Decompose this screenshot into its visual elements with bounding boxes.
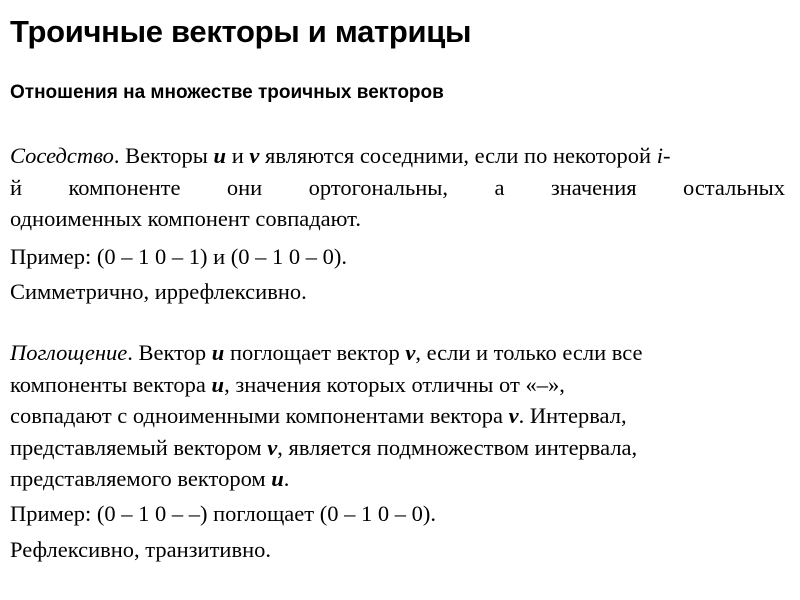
absorption-line-2 bbox=[10, 369, 785, 401]
neighbor-text-2: и bbox=[226, 143, 250, 168]
absorption-text: , значения которых отличны от «–», bbox=[224, 371, 565, 397]
absorption-text: . Вектор bbox=[127, 340, 212, 365]
absorption-line-1 bbox=[10, 337, 785, 369]
var-v: v bbox=[267, 434, 278, 460]
absorption-line-5 bbox=[10, 463, 785, 495]
neighbor-definition bbox=[10, 140, 785, 235]
neighbor-text-1: . Векторы bbox=[113, 143, 214, 168]
neighbor-text-3: являются соседними, если по некоторой bbox=[259, 143, 657, 168]
section-subtitle: Отношения на множестве троичных векторов bbox=[10, 82, 444, 103]
neighbor-text-4: - bbox=[662, 143, 671, 168]
absorption-text: компоненты вектора bbox=[10, 371, 212, 397]
absorption-definition bbox=[10, 337, 785, 495]
absorption-text: . Интервал, bbox=[518, 403, 627, 428]
absorption-property: Рефлексивно, транзитивно. bbox=[10, 537, 272, 562]
neighbor-line-2-text: й компоненте они ортогональны, а значения остальных bbox=[10, 174, 785, 200]
var-v: v bbox=[508, 403, 519, 428]
var-i: i bbox=[656, 143, 663, 168]
var-u: u bbox=[271, 466, 284, 491]
absorption-text: поглощает вектор bbox=[224, 340, 406, 365]
absorption-text: , если и только если все bbox=[415, 340, 643, 365]
neighbor-line-1 bbox=[10, 140, 785, 172]
var-v: v bbox=[405, 340, 416, 365]
absorption-term: Поглощение bbox=[10, 340, 128, 365]
neighbor-line-3: одноименных компонент совпадают. bbox=[10, 206, 361, 231]
var-v: v bbox=[249, 143, 260, 168]
absorption-text: совпадают с одноименными компонентами вектора bbox=[10, 403, 509, 428]
absorption-line-3 bbox=[10, 400, 785, 432]
absorption-text: представляемого вектором bbox=[10, 466, 272, 491]
absorption-line-4 bbox=[10, 432, 785, 464]
absorption-example: Пример: (0 – 1 0 – –) поглощает (0 – 1 0 – 0). bbox=[10, 501, 436, 526]
var-u: u bbox=[211, 371, 225, 397]
neighbor-property: Симметрично, иррефлексивно. bbox=[10, 279, 307, 304]
neighbor-line-2 bbox=[10, 172, 785, 204]
page-title: Троичные векторы и матрицы bbox=[10, 14, 472, 49]
var-u: u bbox=[213, 143, 227, 168]
absorption-text: , является подмножеством интервала, bbox=[277, 434, 638, 460]
var-u: u bbox=[211, 340, 225, 365]
absorption-text: . bbox=[283, 466, 290, 491]
neighbor-term: Соседство bbox=[10, 143, 114, 168]
absorption-text: представляемый вектором bbox=[10, 434, 268, 460]
neighbor-example: Пример: (0 – 1 0 – 1) и (0 – 1 0 – 0). bbox=[10, 244, 348, 269]
